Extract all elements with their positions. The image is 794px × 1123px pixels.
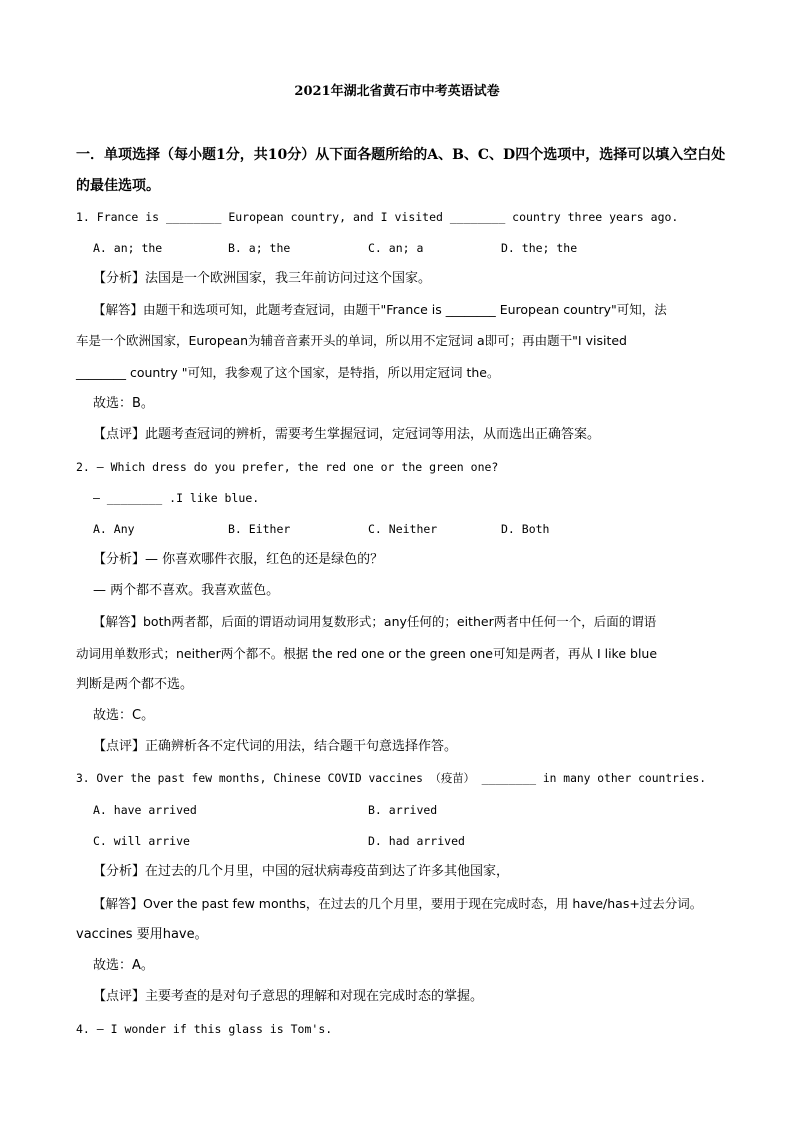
question-3-choice: 故选：A。 (93, 958, 154, 973)
question-2-analysis-line-1: 【分析】— 你喜欢哪件衣服，红色的还是绿色的？ (93, 552, 384, 567)
question-3-answer-line-2: vaccines 要用have。 (76, 927, 208, 942)
question-2-stem-response: — ________ .I like blue. (93, 491, 260, 505)
question-3-option-d: D. had arrived (368, 834, 465, 848)
question-2-answer-line-1: 【解答】both两者都，后面的谓语动词用复数形式；any任何的；either两者中任何一个，后面的谓语 (93, 614, 657, 629)
question-3-comment: 【点评】主要考查的是对句子意思的理解和对现在完成时态的掌握。 (93, 989, 484, 1004)
question-2-analysis-line-2: — 两个都不喜欢。我喜欢蓝色。 (93, 583, 280, 598)
page-title: 2021年湖北省黄石市中考英语试卷 (294, 84, 500, 99)
question-1-answer-line-3: ________ country "可知，我参观了这个国家，是特指，所以用定冠词 the。 (76, 365, 500, 380)
question-3-stem: 3. Over the past few months, Chinese COVID vaccines （疫苗） ________ in many other countries. (76, 772, 707, 785)
section-heading-line-1: 一．单项选择（每小题1分，共10分）从下面各题所给的A、B、C、D四个选项中，选择可以填入空白处 (76, 147, 726, 163)
question-1-option-c: C. an; a (368, 241, 424, 255)
question-3-option-b: B. arrived (368, 803, 438, 817)
question-2-option-d: D. Both (501, 522, 550, 536)
question-2-option-b: B. Either (228, 522, 291, 536)
question-1-answer-line-2: 车是一个欧洲国家，European为辅音音素开头的单词，所以用不定冠词 a即可；再由题干"I visited (76, 333, 627, 348)
question-2-stem: 2. — Which dress do you prefer, the red one or the green one? (76, 460, 499, 474)
question-3-answer-line-1: 【解答】Over the past few months，在过去的几个月里，要用于现在完成时态，用 have/has+过去分词。 (93, 896, 703, 911)
section-heading-line-2: 的最佳选项。 (76, 178, 160, 194)
question-1-analysis: 【分析】法国是一个欧洲国家，我三年前访问过这个国家。 (93, 271, 432, 286)
question-1-option-b: B. a; the (228, 241, 291, 255)
question-1-comment: 【点评】此题考查冠词的辨析，需要考生掌握冠词，定冠词等用法，从而选出正确答案。 (93, 427, 601, 442)
question-2-choice: 故选：C。 (93, 708, 155, 723)
question-3-option-c: C. will arrive (93, 834, 190, 848)
question-4-stem: 4. — I wonder if this glass is Tom's. (76, 1022, 333, 1036)
question-1-option-d: D. the; the (501, 241, 578, 255)
question-1-option-a: A. an; the (93, 241, 163, 255)
question-1-choice: 故选：B。 (93, 396, 154, 411)
question-2-option-c: C. Neither (368, 522, 438, 536)
question-2-comment: 【点评】正确辨析各不定代词的用法，结合题干句意选择作答。 (93, 739, 458, 754)
section-heading (76, 140, 726, 202)
question-3-option-a: A. have arrived (93, 803, 197, 817)
question-2-answer-line-2: 动词用单数形式；neither两个都不。根据 the red one or the green one可知是两者，再从 I like blue (76, 646, 658, 661)
question-2-answer-line-3: 判断是两个都不选。 (76, 677, 194, 692)
question-3-analysis: 【分析】在过去的几个月里，中国的冠状病毒疫苗到达了许多其他国家， (93, 864, 510, 879)
question-2-option-a: A. Any (93, 522, 135, 536)
question-1-stem: 1. France is ________ European country, and I visited ________ country three years ago. (76, 210, 679, 224)
question-1-answer-line-1: 【解答】由题干和选项可知，此题考查冠词，由题干"France is ________ European country"可知，法 (93, 302, 667, 317)
